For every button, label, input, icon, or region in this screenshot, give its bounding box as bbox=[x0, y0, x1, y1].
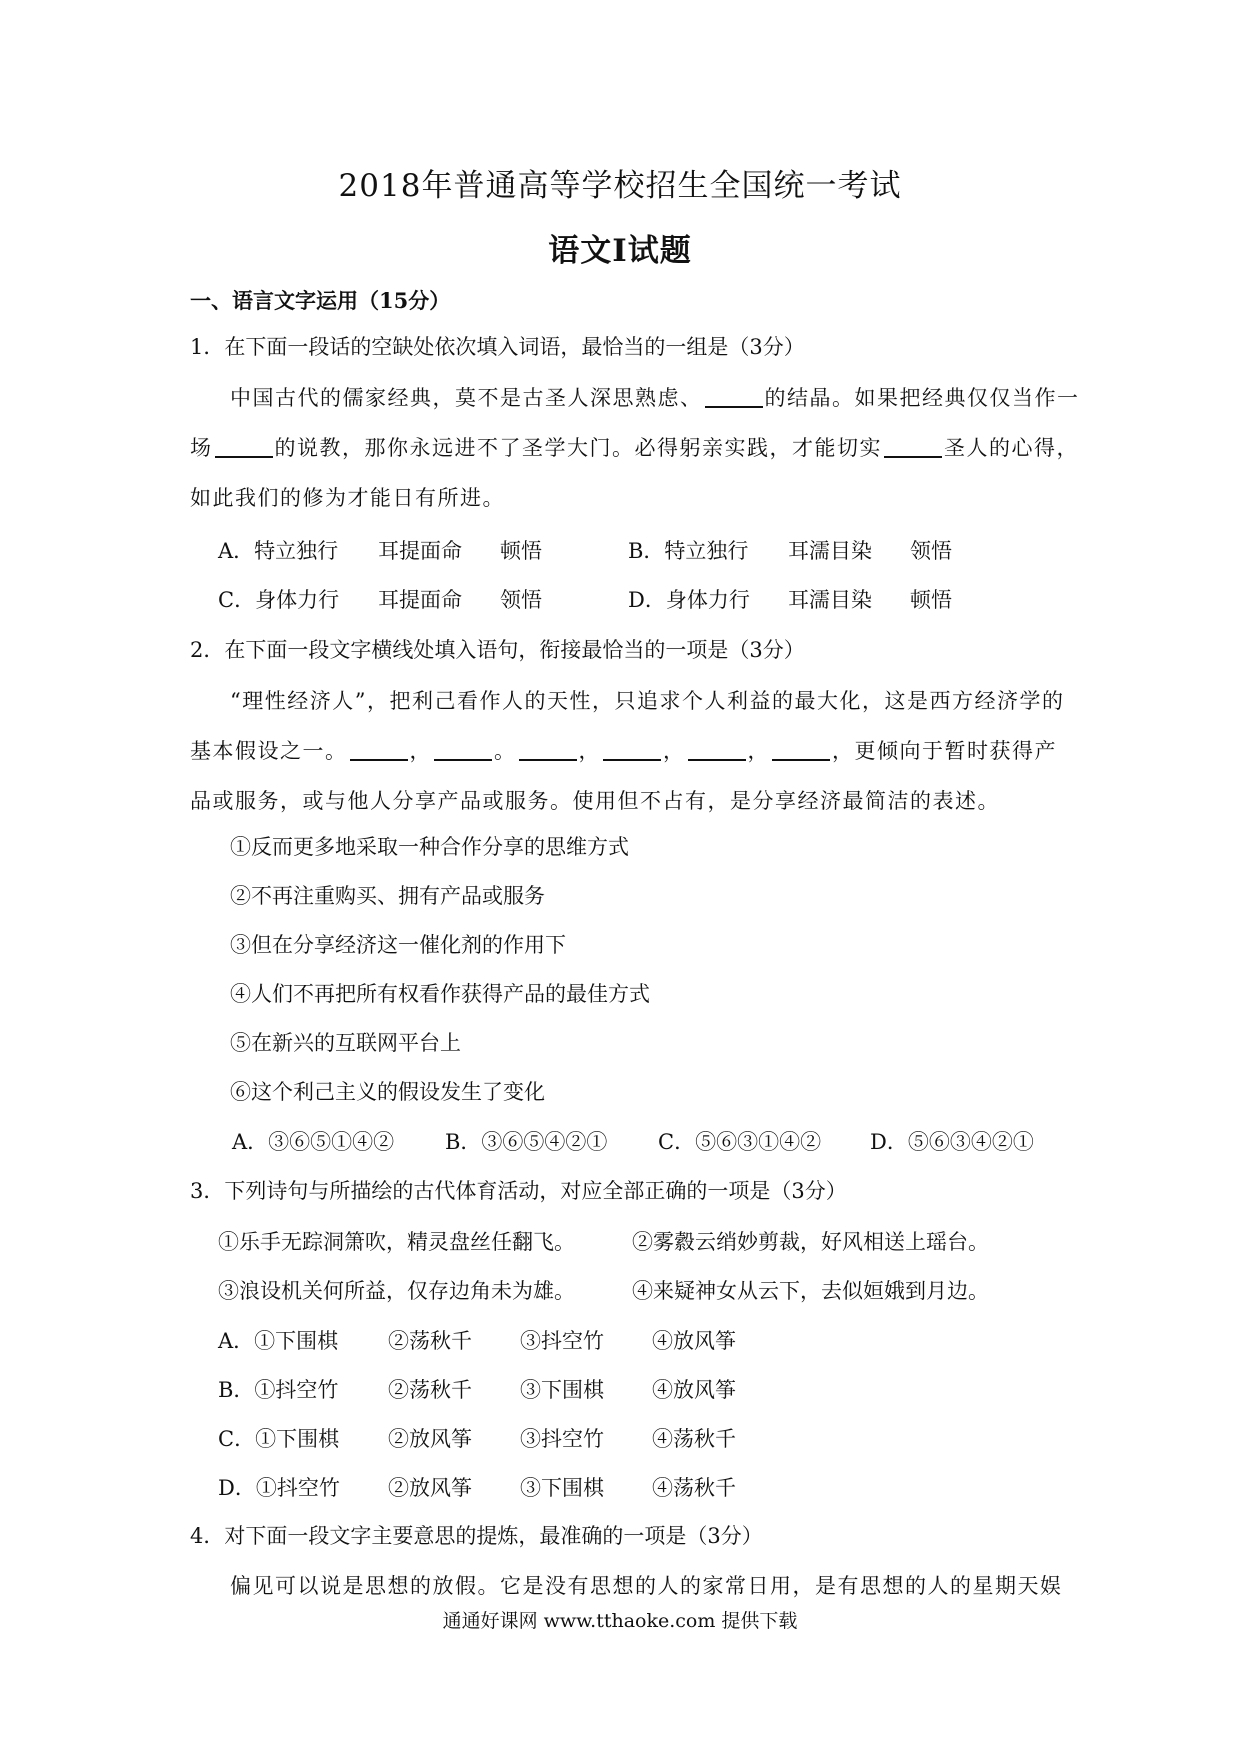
q1-option-c: C．身体力行 bbox=[218, 588, 340, 612]
q3-option-c-4: ④荡秋千 bbox=[652, 1427, 736, 1451]
q3-poem-1: ①乐手无踪洞箫吹，精灵盘丝任翻飞。 bbox=[218, 1230, 575, 1254]
q3-option-b-2: ②荡秋千 bbox=[388, 1378, 472, 1402]
q3-option-a: A．①下围棋 bbox=[218, 1329, 339, 1353]
q1-stem: 1．在下面一段话的空缺处依次填入词语，最恰当的一组是（3分） bbox=[190, 335, 805, 359]
q3-option-a-4: ④放风筝 bbox=[652, 1329, 736, 1353]
answer-blank bbox=[884, 436, 942, 458]
q2-sentence-6: ⑥这个利己主义的假设发生了变化 bbox=[230, 1080, 545, 1104]
q3-option-b-4: ④放风筝 bbox=[652, 1378, 736, 1402]
page-footer: 通通好课网 www.tthaoke.com 提供下载 bbox=[442, 1610, 798, 1632]
q3-poem-2: ②雾縠云绡妙剪裁，好风相送上瑶台。 bbox=[632, 1230, 989, 1254]
q2-option-d: D．⑤⑥③④②① bbox=[870, 1130, 1034, 1154]
q2-sentence-1: ①反而更多地采取一种合作分享的思维方式 bbox=[230, 835, 629, 859]
answer-blank bbox=[772, 739, 830, 761]
q3-option-c: C．①下围棋 bbox=[218, 1427, 340, 1451]
q4-stem: 4．对下面一段文字主要意思的提炼，最准确的一项是（3分） bbox=[190, 1524, 763, 1548]
answer-blank bbox=[688, 739, 746, 761]
answer-blank bbox=[519, 739, 577, 761]
q3-option-d-2: ②放风筝 bbox=[388, 1476, 472, 1500]
q3-option-d-4: ④荡秋千 bbox=[652, 1476, 736, 1500]
q2-option-c: C．⑤⑥③①④② bbox=[658, 1130, 822, 1154]
q1-option-d-word3: 顿悟 bbox=[910, 588, 952, 612]
q1-passage-line1: 中国古代的儒家经典，莫不是古圣人深思熟虑、 的结晶。如果把经典仅仅当作一 bbox=[230, 386, 1080, 410]
answer-blank bbox=[434, 739, 492, 761]
answer-blank bbox=[350, 739, 408, 761]
q3-stem: 3．下列诗句与所描绘的古代体育活动，对应全部正确的一项是（3分） bbox=[190, 1179, 847, 1203]
q1-option-d-word2: 耳濡目染 bbox=[788, 588, 872, 612]
q3-option-a-3: ③抖空竹 bbox=[520, 1329, 604, 1353]
q2-passage-line1: “理性经济人”，把利己看作人的天性，只追求个人利益的最大化，这是西方经济学的 bbox=[230, 689, 1065, 713]
q1-passage-line3: 如此我们的修为才能日有所进。 bbox=[190, 486, 505, 510]
q3-poem-4: ④来疑神女从云下，去似姮娥到月边。 bbox=[632, 1279, 989, 1303]
q3-poem-3: ③浪设机关何所益，仅存边角未为雄。 bbox=[218, 1279, 575, 1303]
answer-blank bbox=[705, 386, 763, 408]
answer-blank bbox=[603, 739, 661, 761]
q3-option-a-2: ②荡秋千 bbox=[388, 1329, 472, 1353]
q3-option-c-3: ③抖空竹 bbox=[520, 1427, 604, 1451]
q1-option-b-word2: 耳濡目染 bbox=[788, 539, 872, 563]
q2-option-b: B．③⑥⑤④②① bbox=[445, 1130, 608, 1154]
q1-option-b: B．特立独行 bbox=[628, 539, 749, 563]
q2-passage-line3: 品或服务，或与他人分享产品或服务。使用但不占有，是分享经济最简洁的表述。 bbox=[190, 789, 1000, 813]
q2-sentence-4: ④人们不再把所有权看作获得产品的最佳方式 bbox=[230, 982, 650, 1006]
q2-option-a: A．③⑥⑤①④② bbox=[232, 1130, 395, 1154]
q2-sentence-3: ③但在分享经济这一催化剂的作用下 bbox=[230, 933, 566, 957]
q3-option-d-3: ③下围棋 bbox=[520, 1476, 604, 1500]
exam-title: 2018年普通高等学校招生全国统一考试 bbox=[338, 168, 902, 204]
q1-option-b-word3: 领悟 bbox=[910, 539, 952, 563]
q1-passage-line2: 场 的说教，那你永远进不了圣学大门。必得躬亲实践，才能切实 圣人的心得， bbox=[190, 436, 1079, 460]
answer-blank bbox=[215, 436, 273, 458]
q2-passage-line2: 基本假设之一。 ， 。 ， ， ， ，更倾向于暂时获得产 bbox=[190, 739, 1057, 763]
q1-option-a-word2: 耳提面命 bbox=[378, 539, 462, 563]
q2-stem: 2．在下面一段文字横线处填入语句，衔接最恰当的一项是（3分） bbox=[190, 638, 805, 662]
q1-option-a-word3: 顿悟 bbox=[500, 539, 542, 563]
exam-subtitle: 语文Ⅰ试题 bbox=[548, 233, 692, 269]
q3-option-d: D．①抖空竹 bbox=[218, 1476, 340, 1500]
q1-option-c-word3: 领悟 bbox=[500, 588, 542, 612]
q3-option-c-2: ②放风筝 bbox=[388, 1427, 472, 1451]
q3-option-b: B．①抖空竹 bbox=[218, 1378, 339, 1402]
q2-sentence-5: ⑤在新兴的互联网平台上 bbox=[230, 1031, 461, 1055]
q2-sentence-2: ②不再注重购买、拥有产品或服务 bbox=[230, 884, 545, 908]
q3-option-b-3: ③下围棋 bbox=[520, 1378, 604, 1402]
q1-option-d: D．身体力行 bbox=[628, 588, 750, 612]
q1-option-a: A．特立独行 bbox=[218, 539, 339, 563]
section-heading: 一、语言文字运用（15分） bbox=[190, 288, 451, 313]
q1-option-c-word2: 耳提面命 bbox=[378, 588, 462, 612]
q4-passage-line1: 偏见可以说是思想的放假。它是没有思想的人的家常日用，是有思想的人的星期天娱 bbox=[230, 1574, 1063, 1598]
